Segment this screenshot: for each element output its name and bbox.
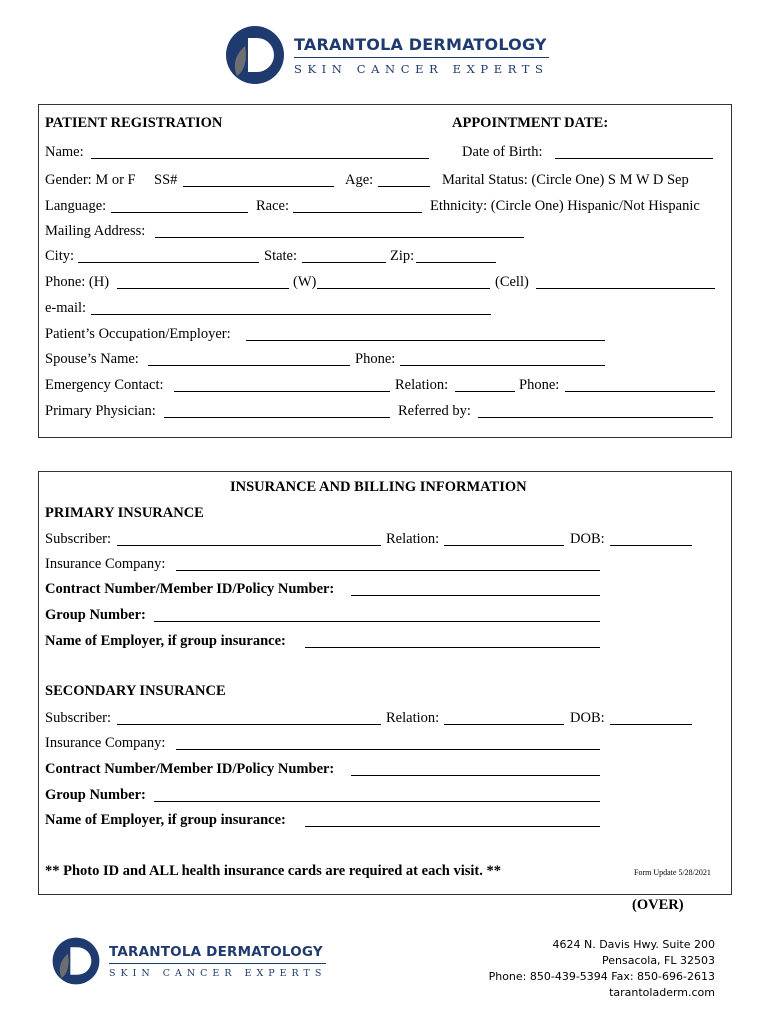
secondary-dob-label: DOB:: [570, 710, 605, 726]
dob-label: Date of Birth:: [462, 144, 543, 160]
secondary-insurance-title: SECONDARY INSURANCE: [45, 683, 226, 699]
name-field[interactable]: [91, 158, 429, 159]
secondary-contract-label: Contract Number/Member ID/Policy Number:: [45, 761, 335, 777]
primary-subscriber-field[interactable]: [117, 545, 381, 546]
race-label: Race:: [256, 198, 290, 214]
referred-by-label: Referred by:: [398, 403, 471, 419]
secondary-subscriber-label: Subscriber:: [45, 710, 112, 726]
city-label: City:: [45, 248, 75, 264]
patient-registration-title: PATIENT REGISTRATION: [45, 115, 223, 131]
ssn-field[interactable]: [183, 186, 334, 187]
primary-dob-field[interactable]: [610, 545, 692, 546]
appointment-date-label: APPOINTMENT DATE:: [452, 115, 609, 131]
primary-company-field[interactable]: [176, 570, 600, 571]
home-phone-field[interactable]: [117, 288, 289, 289]
primary-group-field[interactable]: [154, 621, 600, 622]
primary-physician-label: Primary Physician:: [45, 403, 156, 419]
footer-practice-tagline: SKIN CANCER EXPERTS: [109, 967, 327, 979]
address-line-1: 4624 N. Davis Hwy. Suite 200: [552, 938, 715, 951]
age-field[interactable]: [378, 186, 430, 187]
city-field[interactable]: [78, 262, 259, 263]
secondary-employer-field[interactable]: [305, 826, 600, 827]
secondary-company-field[interactable]: [176, 749, 600, 750]
occupation-label: Patient’s Occupation/Employer:: [45, 326, 231, 342]
race-field[interactable]: [293, 212, 422, 213]
cell-phone-field[interactable]: [536, 288, 715, 289]
spouse-phone-field[interactable]: [400, 365, 605, 366]
emergency-relation-field[interactable]: [455, 391, 515, 392]
website-link[interactable]: tarantoladerm.com: [609, 986, 715, 999]
spouse-name-label: Spouse’s Name:: [45, 351, 139, 367]
footer-logo: [51, 936, 326, 986]
primary-employer-label: Name of Employer, if group insurance:: [45, 633, 286, 649]
primary-employer-field[interactable]: [305, 647, 600, 648]
logo-divider: [294, 57, 549, 58]
header-logo: [224, 24, 549, 86]
primary-contract-label: Contract Number/Member ID/Policy Number:: [45, 581, 335, 597]
gender-label: Gender: M or F: [45, 172, 136, 188]
email-label: e-mail:: [45, 300, 87, 316]
primary-relation-label: Relation:: [386, 531, 440, 547]
ssn-label: SS#: [154, 172, 178, 188]
secondary-dob-field[interactable]: [610, 724, 692, 725]
photo-id-note: ** Photo ID and ALL health insurance cards are required at each visit. **: [45, 863, 501, 879]
spouse-name-field[interactable]: [148, 365, 350, 366]
work-phone-field[interactable]: [317, 288, 490, 289]
footer-logo-divider: [109, 963, 326, 964]
primary-group-label: Group Number:: [45, 607, 146, 623]
spouse-phone-label: Phone:: [355, 351, 396, 367]
footer-practice-name: TARANTOLA DERMATOLOGY: [109, 943, 323, 960]
emergency-relation-label: Relation:: [395, 377, 449, 393]
primary-company-label: Insurance Company:: [45, 556, 166, 572]
emergency-contact-field[interactable]: [174, 391, 390, 392]
over-note: (OVER): [632, 897, 684, 913]
zip-field[interactable]: [416, 262, 496, 263]
name-label: Name:: [45, 144, 84, 160]
state-field[interactable]: [302, 262, 386, 263]
practice-name: TARANTOLA DERMATOLOGY: [294, 34, 547, 54]
state-label: State:: [264, 248, 298, 264]
logo-mark-icon: [51, 936, 101, 986]
primary-dob-label: DOB:: [570, 531, 605, 547]
age-label: Age:: [345, 172, 374, 188]
primary-insurance-title: PRIMARY INSURANCE: [45, 505, 204, 521]
emergency-contact-label: Emergency Contact:: [45, 377, 164, 393]
secondary-company-label: Insurance Company:: [45, 735, 166, 751]
primary-relation-field[interactable]: [444, 545, 564, 546]
zip-label: Zip:: [390, 248, 415, 264]
ethnicity-label: Ethnicity: (Circle One) Hispanic/Not Hispanic: [430, 198, 700, 214]
secondary-relation-label: Relation:: [386, 710, 440, 726]
address-line-2: Pensacola, FL 32503: [602, 954, 715, 967]
secondary-relation-field[interactable]: [444, 724, 564, 725]
secondary-subscriber-field[interactable]: [117, 724, 381, 725]
email-field[interactable]: [91, 314, 491, 315]
occupation-field[interactable]: [246, 340, 605, 341]
insurance-billing-title: INSURANCE AND BILLING INFORMATION: [230, 479, 527, 495]
dob-field[interactable]: [555, 158, 713, 159]
emergency-phone-field[interactable]: [565, 391, 715, 392]
primary-contract-field[interactable]: [351, 595, 600, 596]
language-field[interactable]: [111, 212, 248, 213]
secondary-employer-label: Name of Employer, if group insurance:: [45, 812, 286, 828]
logo-mark-icon: [224, 24, 286, 86]
work-phone-label: (W): [293, 274, 317, 290]
cell-phone-label: (Cell): [495, 274, 529, 290]
primary-physician-field[interactable]: [164, 417, 390, 418]
phone-fax: Phone: 850-439-5394 Fax: 850-696-2613: [488, 970, 715, 983]
emergency-phone-label: Phone:: [519, 377, 560, 393]
form-update-date: Form Update 5/28/2021: [634, 868, 711, 877]
language-label: Language:: [45, 198, 107, 214]
primary-subscriber-label: Subscriber:: [45, 531, 112, 547]
marital-status-label: Marital Status: (Circle One) S M W D Sep: [442, 172, 689, 188]
secondary-group-label: Group Number:: [45, 787, 146, 803]
practice-tagline: SKIN CANCER EXPERTS: [294, 61, 549, 76]
home-phone-label: Phone: (H): [45, 274, 110, 290]
secondary-group-field[interactable]: [154, 801, 600, 802]
mailing-address-label: Mailing Address:: [45, 223, 146, 239]
referred-by-field[interactable]: [478, 417, 713, 418]
secondary-contract-field[interactable]: [351, 775, 600, 776]
mailing-address-field[interactable]: [155, 237, 524, 238]
